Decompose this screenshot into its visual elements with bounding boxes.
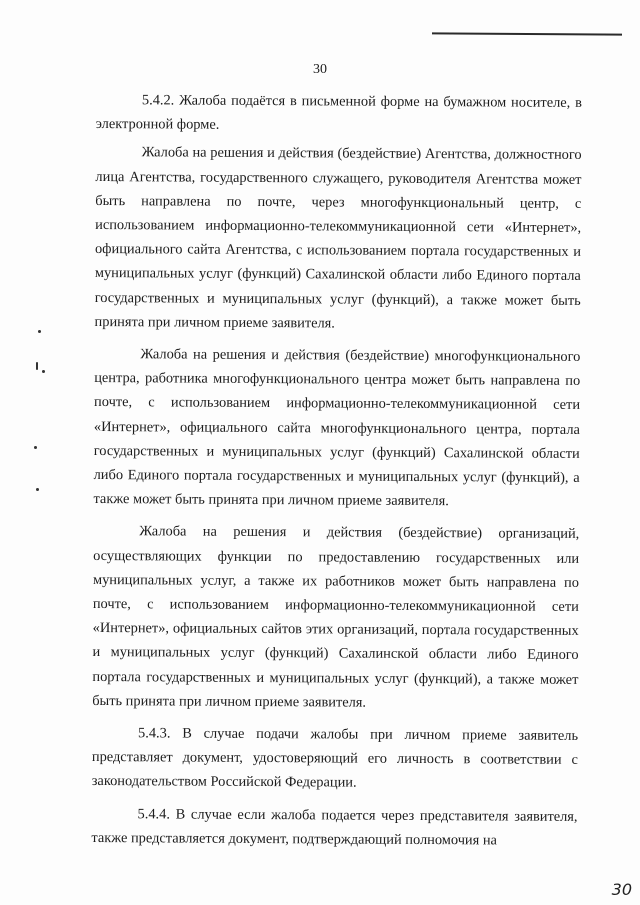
margin-mark <box>36 362 38 370</box>
paragraph-5-4-4: 5.4.4. В случае если жалоба подается через представителя заявителя, также представляется документ, подтверждающий полномочия на <box>91 805 578 849</box>
paragraph-5-4-2: 5.4.2. Жалоба подаётся в письменной форме на бумажном носителе, в электронной форме. <box>95 92 582 133</box>
paragraph-5-4-3: 5.4.3. В случае подачи жалобы при личном приеме заявитель представляет документ, удостоверяющий его личность в соответствии с законодательством Российской Федерации. <box>91 725 579 792</box>
header-rule <box>432 32 622 35</box>
page-number: 30 <box>313 62 327 77</box>
paragraph-agency-complaint: Жалоба на решения и действия (бездействие) Агентства, должностного лица Агентства, государственного служащего, руководителя Агентства может быть направлена по почте, через многофункциональный центр, с использованием информационно-телекоммуникационной сети «Интернет», официального сайта Агентства, с использованием портала государственных и муниципальных услуг (функций) Сахалинской области либо Единого портала государственных и муниципальных услуг (функций), а также может быть принята при личном приеме заявителя. <box>94 144 582 332</box>
corner-page-number: 30 <box>611 880 632 899</box>
margin-mark <box>34 446 37 449</box>
paragraph-mfc-complaint: Жалоба на решения и действия (бездействие) многофункционального центра, работника многофункционального центра может быть направлена по почте, с использованием информационно-телекоммуникационной сети «Интернет», официального сайта многофункционального центра, портала государственных и муниципальных услуг (функций) Сахалинской области либо Единого портала государственных и муниципальных услуг (функций), а также может быть принята при личном приеме заявителя. <box>93 346 581 510</box>
document-body <box>91 88 582 853</box>
margin-mark <box>38 330 41 333</box>
margin-mark <box>36 488 39 491</box>
paragraph-organizations-complaint: Жалоба на решения и действия (бездействие) организаций, осуществляющих функции по предоставлению государственных или муниципальных услуг, а также их работников может быть направлена по почте, с использованием информационно-телекоммуникационной сети «Интернет», официальных сайтов этих организаций, портала государственных и муниципальных услуг (функций) Сахалинской области либо Единого портала государственных и муниципальных услуг (функций), а также может быть принята при личном приеме заявителя. <box>92 523 580 711</box>
margin-mark <box>42 370 45 373</box>
